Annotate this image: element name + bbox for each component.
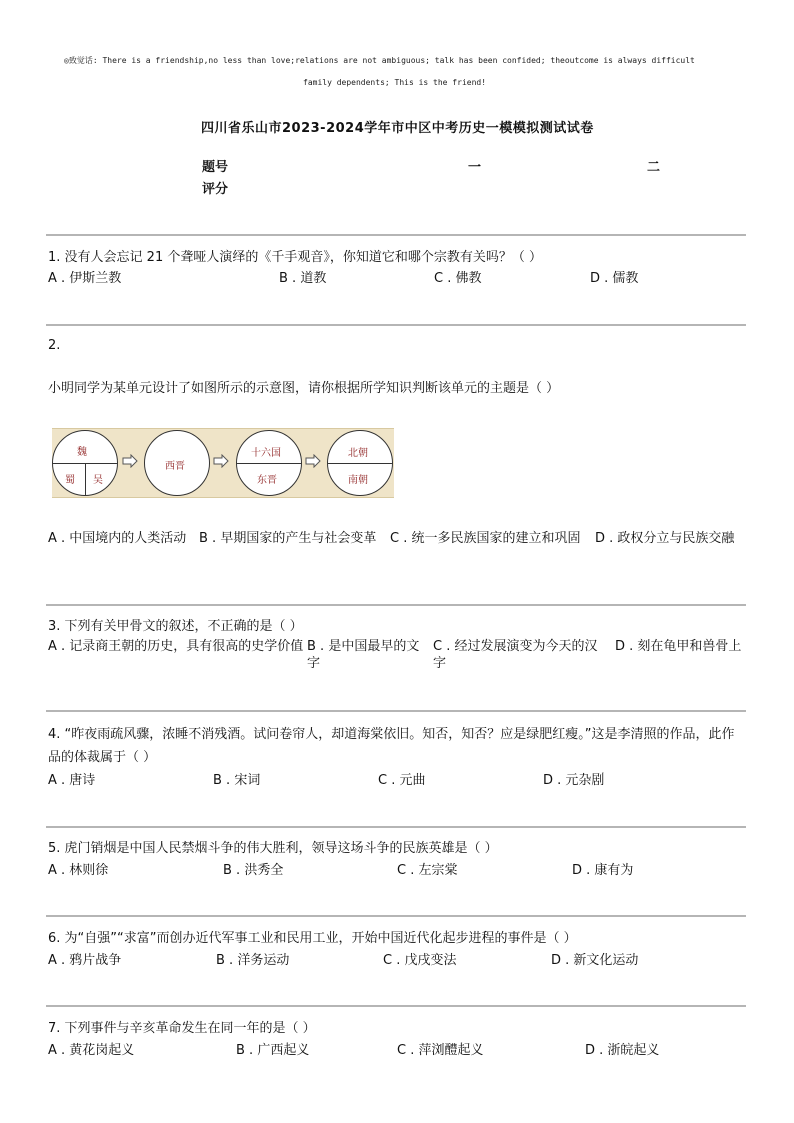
option-b[interactable]: B . 宋词: [213, 773, 261, 788]
question-stem: 7. 下列事件与辛亥革命发生在同一年的是（ ）: [48, 1021, 316, 1036]
divider-line: [328, 463, 392, 464]
circle-sixteen-kingdoms: [236, 430, 302, 496]
option-c[interactable]: C . 佛教: [434, 271, 482, 286]
option-a[interactable]: A . 鸦片战争: [48, 953, 122, 968]
circle-western-jin: [144, 430, 210, 496]
option-d[interactable]: D . 政权分立与民族交融: [595, 531, 735, 546]
divider-line: [85, 463, 86, 495]
option-d[interactable]: D . 浙皖起义: [585, 1043, 660, 1058]
divider: [46, 1005, 746, 1007]
right-arrow-icon: [305, 454, 321, 468]
score-row-label-score: 评分: [202, 182, 229, 197]
page-title: 四川省乐山市2023-2024学年市中区中考历史一模模拟测试试卷: [201, 121, 594, 136]
option-a[interactable]: A . 记录商王朝的历史，具有很高的史学价值: [48, 639, 304, 654]
question-number: 2.: [48, 338, 61, 353]
right-arrow-icon: [213, 454, 229, 468]
option-c[interactable]: C . 经过发展演变为今天的汉字: [433, 639, 598, 671]
right-arrow-icon: [122, 454, 138, 468]
circle-north-south: [327, 430, 393, 496]
option-b[interactable]: B . 早期国家的产生与社会变革: [199, 531, 377, 546]
option-c[interactable]: C . 戊戌变法: [383, 953, 457, 968]
question-stem: 5. 虎门销烟是中国人民禁烟斗争的伟大胜利，领导这场斗争的民族英雄是（ ）: [48, 841, 498, 856]
label-wu: 吴: [93, 475, 103, 486]
label-northern-dynasties: 北朝: [348, 448, 368, 459]
score-col-2: 二: [647, 160, 661, 175]
label-shu: 蜀: [65, 475, 75, 486]
option-d[interactable]: D . 儒教: [590, 271, 639, 286]
score-row-label-question: 题号: [202, 160, 229, 175]
label-wei: 魏: [77, 447, 87, 458]
option-d[interactable]: D . 新文化运动: [551, 953, 639, 968]
option-b[interactable]: B . 洋务运动: [216, 953, 290, 968]
question-stem: 6. 为“自强”“求富”而创办近代军事工业和民用工业，开始中国近代化起步进程的事件是（ ）: [48, 931, 577, 946]
question-stem: 4. “昨夜雨疏风骤，浓睡不消残酒。试问卷帘人，却道海棠依旧。知否，知否？应是绿肥红瘦。”这是李清照的作品，此作品的体裁属于（ ）: [48, 727, 735, 765]
option-c[interactable]: C . 左宗棠: [397, 863, 458, 878]
motto-line-2: family dependents; This is the friend!: [303, 78, 487, 87]
divider: [46, 604, 746, 606]
option-a[interactable]: A . 林则徐: [48, 863, 109, 878]
divider-line: [237, 463, 301, 464]
motto-line-1: ◎致觉话: There is a friendship,no less than love;relations are not ambiguous; talk has been confided; theoutcome is always difficult: [64, 56, 695, 65]
label-eastern-jin: 东晋: [257, 475, 277, 486]
option-b[interactable]: B . 是中国最早的文字: [307, 639, 420, 671]
dynasty-diagram: [52, 428, 394, 498]
option-d[interactable]: D . 康有为: [572, 863, 634, 878]
circle-three-kingdoms: [52, 430, 118, 496]
score-col-1: 一: [468, 160, 482, 175]
option-c[interactable]: C . 统一多民族国家的建立和巩固: [390, 531, 581, 546]
option-b[interactable]: B . 洪秀全: [223, 863, 284, 878]
option-a[interactable]: A . 唐诗: [48, 773, 96, 788]
question-stem: 3. 下列有关甲骨文的叙述，不正确的是（ ）: [48, 619, 303, 634]
question-stem: 1. 没有人会忘记 21 个聋哑人演绎的《千手观音》，你知道它和哪个宗教有关吗？（ ）: [48, 250, 542, 265]
option-c[interactable]: C . 萍浏醴起义: [397, 1043, 484, 1058]
option-d[interactable]: D . 刻在龟甲和兽骨上: [615, 639, 742, 654]
option-b[interactable]: B . 道教: [279, 271, 327, 286]
option-d[interactable]: D . 元杂剧: [543, 773, 605, 788]
option-a[interactable]: A . 伊斯兰教: [48, 271, 122, 286]
divider: [46, 915, 746, 917]
label-xijin: 西晋: [165, 461, 185, 472]
option-a[interactable]: A . 中国境内的人类活动: [48, 531, 187, 546]
divider: [46, 826, 746, 828]
divider: [46, 710, 746, 712]
label-sixteen-kingdoms: 十六国: [251, 448, 281, 459]
divider: [46, 234, 746, 236]
option-b[interactable]: B . 广西起义: [236, 1043, 310, 1058]
option-c[interactable]: C . 元曲: [378, 773, 426, 788]
question-stem: 小明同学为某单元设计了如图所示的示意图，请你根据所学知识判断该单元的主题是（ ）: [48, 381, 560, 396]
label-southern-dynasties: 南朝: [348, 475, 368, 486]
option-a[interactable]: A . 黄花岗起义: [48, 1043, 135, 1058]
divider: [46, 324, 746, 326]
